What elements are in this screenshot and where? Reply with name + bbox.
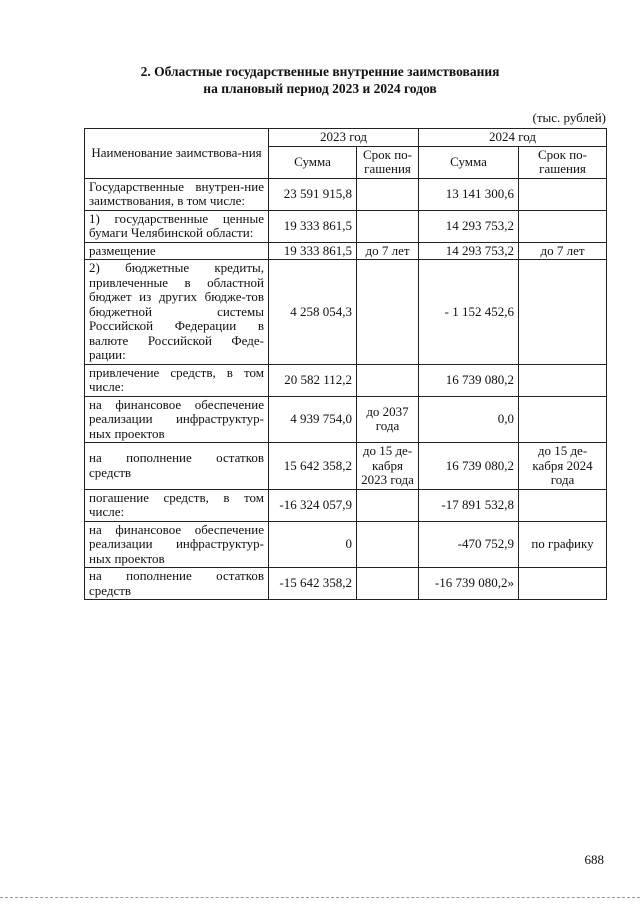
row-sum-2024: 13 141 300,6 bbox=[419, 178, 519, 210]
row-name: на пополнение остатков средств bbox=[85, 568, 269, 600]
row-sum-2023: -15 642 358,2 bbox=[269, 568, 357, 600]
row-sum-2023: 19 333 861,5 bbox=[269, 210, 357, 242]
table-row bbox=[85, 396, 607, 443]
row-name: размещение bbox=[85, 242, 269, 260]
units-note: (тыс. рублей) bbox=[532, 110, 606, 125]
row-sum-2024: 16 739 080,2 bbox=[419, 443, 519, 490]
row-term-2024: до 15 де-кабря 2024 года bbox=[519, 443, 607, 490]
row-term-2023 bbox=[357, 489, 419, 521]
table-row bbox=[85, 521, 607, 568]
row-term-2024 bbox=[519, 364, 607, 396]
table-row bbox=[85, 489, 607, 521]
row-term-2024 bbox=[519, 568, 607, 600]
row-term-2023 bbox=[357, 260, 419, 365]
table-row bbox=[85, 260, 607, 365]
row-sum-2023: 20 582 112,2 bbox=[269, 364, 357, 396]
row-sum-2024: 16 739 080,2 bbox=[419, 364, 519, 396]
row-sum-2023: 0 bbox=[269, 521, 357, 568]
row-sum-2023: -16 324 057,9 bbox=[269, 489, 357, 521]
row-term-2024 bbox=[519, 489, 607, 521]
table-row bbox=[85, 443, 607, 490]
table-row bbox=[85, 568, 607, 600]
header-year-2023: 2023 год bbox=[269, 129, 419, 147]
document-title bbox=[0, 63, 640, 97]
row-sum-2023: 19 333 861,5 bbox=[269, 242, 357, 260]
row-term-2024 bbox=[519, 260, 607, 365]
row-name: на финансовое обеспечение реализации инфраструктур-ных проектов bbox=[85, 521, 269, 568]
row-term-2024 bbox=[519, 210, 607, 242]
row-sum-2024: - 1 152 452,6 bbox=[419, 260, 519, 365]
row-term-2023 bbox=[357, 568, 419, 600]
row-sum-2024: -17 891 532,8 bbox=[419, 489, 519, 521]
footer-divider bbox=[0, 897, 640, 899]
header-sum-2023: Сумма bbox=[269, 146, 357, 178]
table-row bbox=[85, 210, 607, 242]
table-row bbox=[85, 178, 607, 210]
row-name: на пополнение остатков средств bbox=[85, 443, 269, 490]
row-term-2023 bbox=[357, 210, 419, 242]
header-row-years bbox=[85, 129, 607, 147]
row-name: привлечение средств, в том числе: bbox=[85, 364, 269, 396]
row-name: погашение средств, в том числе: bbox=[85, 489, 269, 521]
header-year-2024: 2024 год bbox=[419, 129, 607, 147]
row-sum-2024: 14 293 753,2 bbox=[419, 242, 519, 260]
header-term-2023: Срок по-гашения bbox=[357, 146, 419, 178]
header-sum-2024: Сумма bbox=[419, 146, 519, 178]
row-sum-2024: -16 739 080,2» bbox=[419, 568, 519, 600]
table-row bbox=[85, 242, 607, 260]
row-name: Государственные внутрен-ние заимствования, в том числе: bbox=[85, 178, 269, 210]
row-sum-2024: 14 293 753,2 bbox=[419, 210, 519, 242]
row-term-2024: до 7 лет bbox=[519, 242, 607, 260]
borrowing-table bbox=[84, 128, 607, 600]
row-term-2023: до 2037 года bbox=[357, 396, 419, 443]
row-name: 2) бюджетные кредиты, привлеченные в областной бюджет из других бюдже-тов бюджетной системы Российской Федерации в валюте Российской Феде-рации: bbox=[85, 260, 269, 365]
row-sum-2023: 4 258 054,3 bbox=[269, 260, 357, 365]
row-term-2023 bbox=[357, 178, 419, 210]
title-line-2: на плановый период 2023 и 2024 годов bbox=[203, 81, 437, 96]
row-sum-2024: -470 752,9 bbox=[419, 521, 519, 568]
row-sum-2023: 4 939 754,0 bbox=[269, 396, 357, 443]
title-line-1: 2. Областные государственные внутренние заимствования bbox=[140, 64, 500, 79]
header-name: Наименование заимствова-ния bbox=[85, 129, 269, 179]
row-term-2023 bbox=[357, 521, 419, 568]
row-term-2023 bbox=[357, 364, 419, 396]
header-term-2024: Срок по-гашения bbox=[519, 146, 607, 178]
row-sum-2023: 15 642 358,2 bbox=[269, 443, 357, 490]
table-row bbox=[85, 364, 607, 396]
row-term-2023: до 7 лет bbox=[357, 242, 419, 260]
row-sum-2023: 23 591 915,8 bbox=[269, 178, 357, 210]
page-number: 688 bbox=[584, 852, 604, 867]
row-name: на финансовое обеспечение реализации инфраструктур-ных проектов bbox=[85, 396, 269, 443]
row-name: 1) государственные ценные бумаги Челябинской области: bbox=[85, 210, 269, 242]
row-term-2024: по графику bbox=[519, 521, 607, 568]
row-term-2023: до 15 де-кабря 2023 года bbox=[357, 443, 419, 490]
row-term-2024 bbox=[519, 396, 607, 443]
row-term-2024 bbox=[519, 178, 607, 210]
row-sum-2024: 0,0 bbox=[419, 396, 519, 443]
